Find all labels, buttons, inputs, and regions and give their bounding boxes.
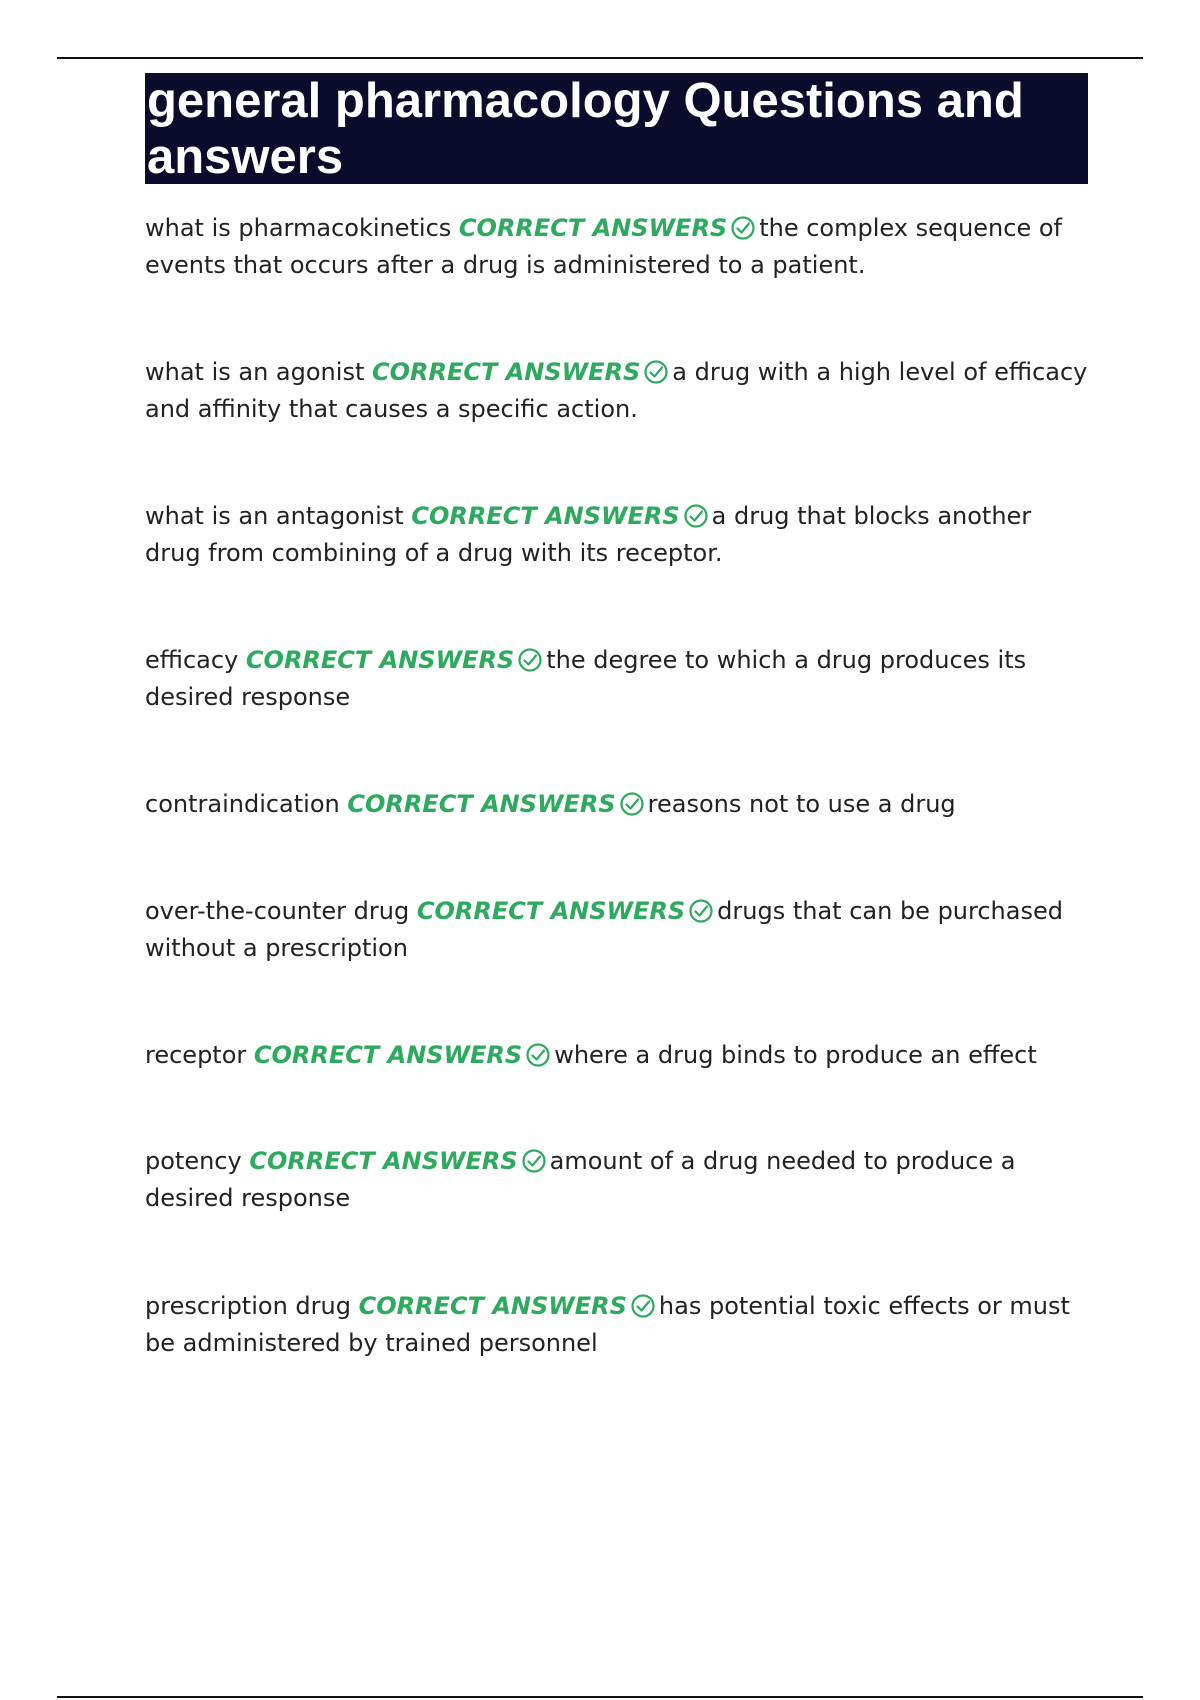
check-badge-icon	[682, 503, 710, 529]
top-rule	[57, 57, 1143, 59]
qa-item	[145, 498, 1090, 572]
question-text: efficacy	[145, 646, 239, 674]
correct-answers-tag: CORRECT ANSWERS	[358, 1292, 627, 1320]
page-title: general pharmacology Questions and answers	[147, 74, 1024, 184]
correct-answers-tag: CORRECT ANSWERS	[253, 1041, 523, 1069]
bottom-rule	[57, 1696, 1143, 1698]
correct-answers-tag: CORRECT ANSWERS	[411, 502, 680, 530]
correct-answers-tag: CORRECT ANSWERS	[458, 214, 728, 242]
answer-text: drugs that can be purchased without a prescription	[145, 897, 1063, 962]
question-text: what is pharmacokinetics	[145, 214, 452, 242]
check-badge-icon	[729, 215, 757, 241]
title-banner	[145, 73, 1088, 184]
correct-answers-tag: CORRECT ANSWERS	[245, 646, 515, 674]
qa-item	[145, 786, 1090, 823]
qa-item	[145, 1143, 1090, 1217]
check-badge-icon	[618, 791, 646, 817]
check-badge-icon	[687, 898, 715, 924]
question-text: what is an agonist	[145, 358, 365, 386]
answer-text: the degree to which a drug produces its desired response	[145, 646, 1027, 711]
qa-item	[145, 210, 1090, 284]
answer-text: has potential toxic effects or must be administered by trained personnel	[145, 1292, 1070, 1357]
question-text: what is an antagonist	[145, 502, 404, 530]
question-text: potency	[145, 1147, 242, 1175]
question-text: receptor	[145, 1041, 247, 1069]
check-badge-icon	[520, 1148, 548, 1174]
check-badge-icon	[524, 1042, 552, 1068]
correct-answers-tag: CORRECT ANSWERS	[416, 897, 686, 925]
correct-answers-tag: CORRECT ANSWERS	[249, 1147, 518, 1175]
check-badge-icon	[629, 1293, 657, 1319]
answer-text: amount of a drug needed to produce a desired response	[145, 1147, 1016, 1212]
qa-item	[145, 1037, 1090, 1074]
question-text: prescription drug	[145, 1292, 351, 1320]
qa-item	[145, 354, 1090, 428]
qa-item	[145, 1288, 1090, 1362]
answer-text: a drug with a high level of efficacy and affinity that causes a specific action.	[145, 358, 1088, 423]
correct-answers-tag: CORRECT ANSWERS	[372, 358, 641, 386]
answer-text: the complex sequence of events that occurs after a drug is administered to a patient.	[145, 214, 1062, 279]
question-text: over-the-counter drug	[145, 897, 410, 925]
answer-text: where a drug binds to produce an effect	[554, 1041, 1037, 1069]
correct-answers-tag: CORRECT ANSWERS	[347, 790, 616, 818]
qa-item	[145, 642, 1090, 716]
check-badge-icon	[516, 647, 544, 673]
qa-item	[145, 893, 1090, 967]
answer-text: a drug that blocks another drug from combining of a drug with its receptor.	[145, 502, 1032, 567]
answer-text: reasons not to use a drug	[647, 790, 956, 818]
question-text: contraindication	[145, 790, 340, 818]
check-badge-icon	[642, 359, 670, 385]
